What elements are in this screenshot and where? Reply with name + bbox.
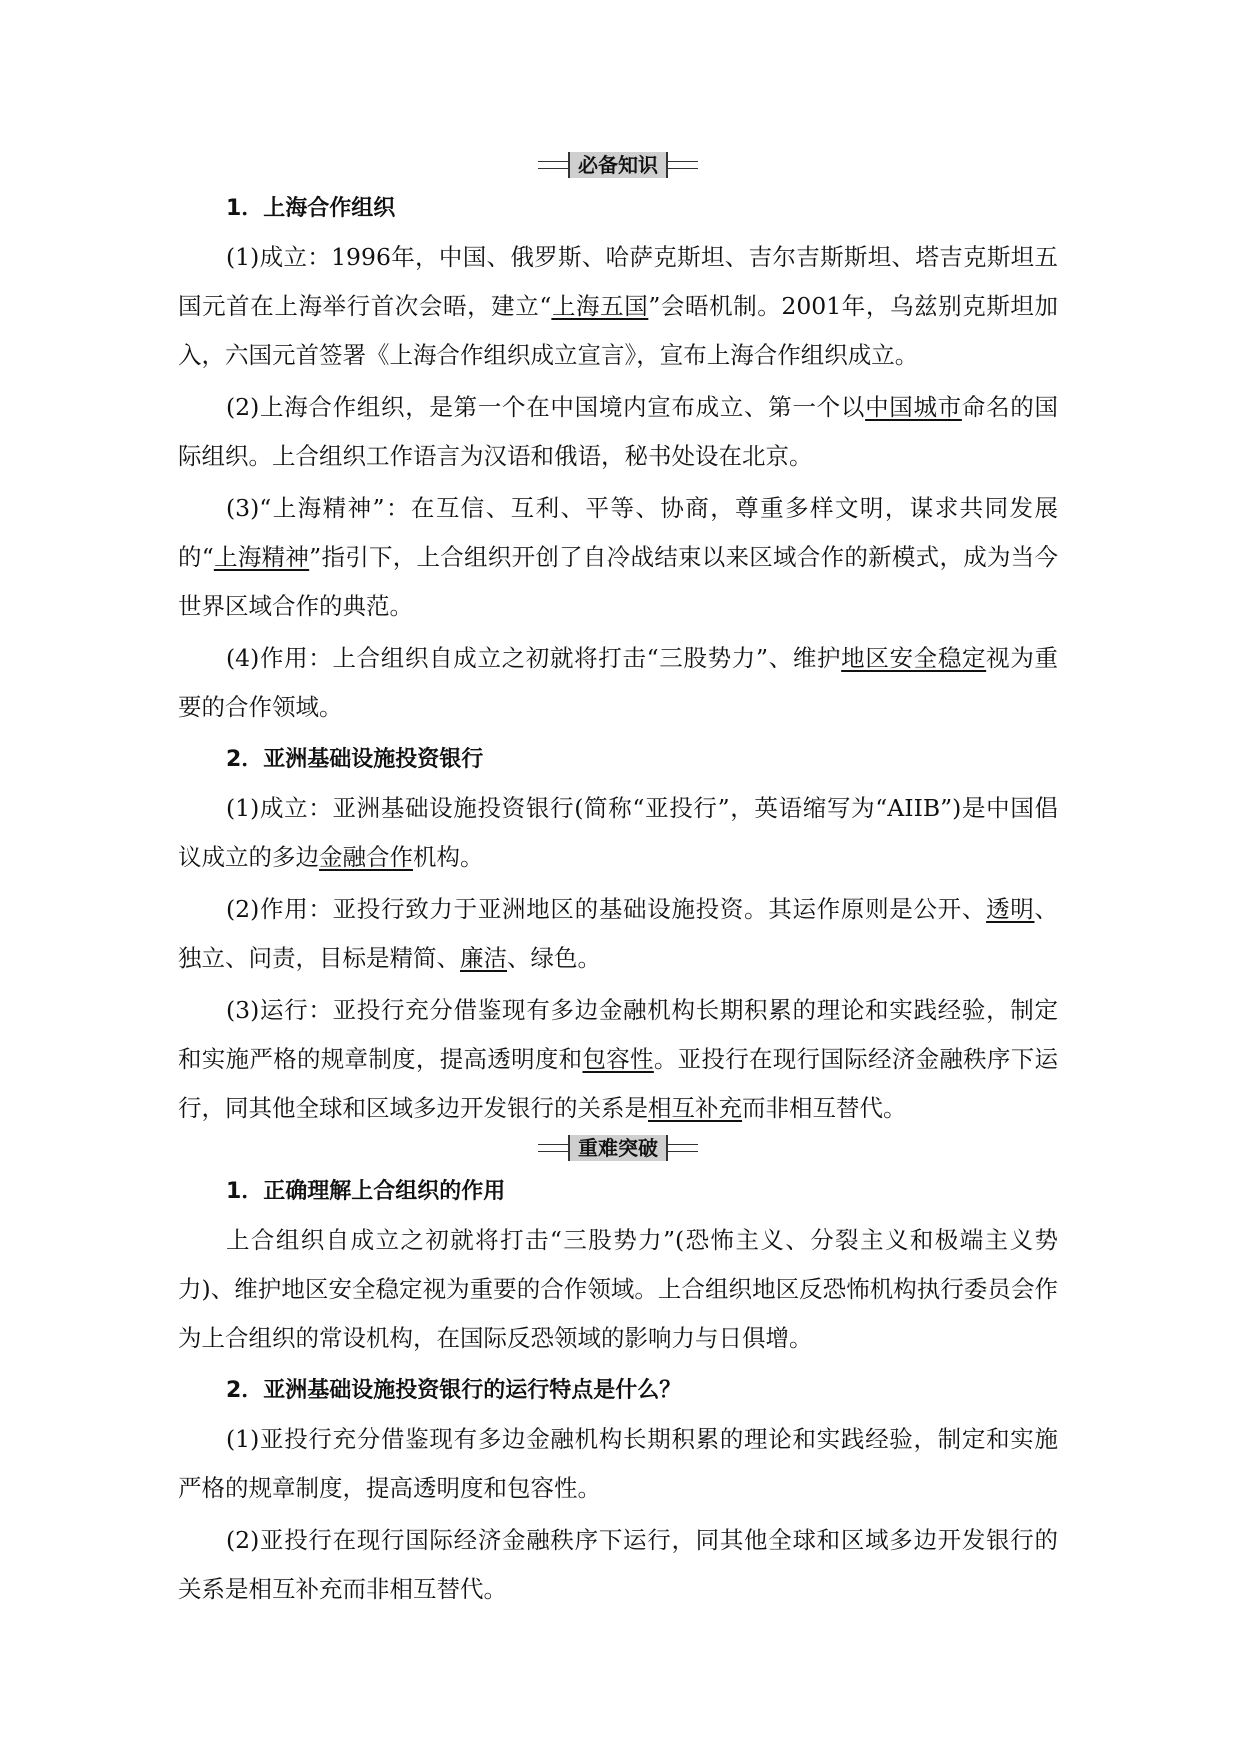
paragraph-sco-understanding: 上合组织自成立之初就将打击“三股势力”(恐怖主义、分裂主义和极端主义势力)、维护地区安全稳定视为重要的合作领域。上合组织地区反恐怖机构执行委员会作为上合组织的常设机构，在国际反恐领域的影响力与日俱增。 (178, 1226, 1058, 1352)
paragraph-aiib-feature-2: (2)亚投行在现行国际经济金融秩序下运行，同其他全球和区域多边开发银行的关系是相互补充而非相互替代。 (178, 1526, 1058, 1603)
paragraph-sco-first: (2)上海合作组织，是第一个在中国境内宣布成立、第一个以中国城市命名的国际组织。上合组织工作语言为汉语和俄语，秘书处设在北京。 (178, 393, 1058, 470)
banner-right-rule (668, 161, 698, 169)
paragraph-sco-founding: (1)成立：1996年，中国、俄罗斯、哈萨克斯坦、吉尔吉斯斯坦、塔吉克斯坦五国元首在上海举行首次会晤，建立“上海五国”会晤机制。2001年，乌兹别克斯坦加入，六国元首签署《上海合作组织成立宣言》，宣布上海合作组织成立。 (178, 243, 1059, 369)
paragraph-aiib-operation: (3)运行：亚投行充分借鉴现有多边金融机构长期积累的理论和实践经验，制定和实施严格的规章制度，提高透明度和包容性。亚投行在现行国际经济金融秩序下运行，同其他全球和区域多边开发银行的关系是相互补充而非相互替代。 (178, 996, 1059, 1122)
underlined-term: 透明 (986, 895, 1035, 923)
document-page (178, 150, 1058, 1614)
heading-aiib: 2．亚洲基础设施投资银行 (226, 747, 484, 772)
paragraph-sco-role: (4)作用：上合组织自成立之初就将打击“三股势力”、维护地区安全稳定视为重要的合作领域。 (178, 644, 1059, 721)
underlined-term: 地区安全稳定 (841, 644, 987, 672)
heading-aiib-features: 2．亚洲基础设施投资银行的运行特点是什么？ (226, 1378, 682, 1403)
banner-left-rule (538, 161, 568, 169)
underlined-term: 廉洁 (460, 944, 507, 972)
heading-sco: 1．上海合作组织 (226, 196, 396, 221)
section-banner-breakthrough (178, 1133, 1058, 1163)
paragraph-aiib-feature-1: (1)亚投行充分借鉴现有多边金融机构长期积累的理论和实践经验，制定和实施严格的规章制度，提高透明度和包容性。 (178, 1425, 1058, 1502)
paragraph-aiib-role: (2)作用：亚投行致力于亚洲地区的基础设施投资。其运作原则是公开、透明、独立、问责，目标是精简、廉洁、绿色。 (178, 895, 1058, 972)
underlined-term: 上海五国 (551, 292, 649, 320)
underlined-term: 相互补充 (648, 1094, 742, 1122)
underlined-term: 中国城市 (865, 393, 962, 421)
underlined-term: 金融合作 (319, 843, 413, 871)
underlined-term: 包容性 (582, 1045, 654, 1073)
heading-sco-understanding: 1．正确理解上合组织的作用 (226, 1179, 506, 1204)
paragraph-aiib-founding: (1)成立：亚洲基础设施投资银行(简称“亚投行”，英语缩写为“AIIB”)是中国倡议成立的多边金融合作机构。 (178, 794, 1058, 871)
underlined-term: 上海精神 (213, 543, 310, 571)
banner-right-rule (668, 1144, 698, 1152)
banner-label: 必备知识 (568, 152, 668, 178)
paragraph-shanghai-spirit: (3)“上海精神”：在互信、互利、平等、协商，尊重多样文明，谋求共同发展的“上海精神”指引下，上合组织开创了自冷战结束以来区域合作的新模式，成为当今世界区域合作的典范。 (178, 494, 1059, 620)
banner-left-rule (538, 1144, 568, 1152)
section-banner-knowledge (178, 150, 1058, 180)
banner-label: 重难突破 (568, 1135, 668, 1161)
